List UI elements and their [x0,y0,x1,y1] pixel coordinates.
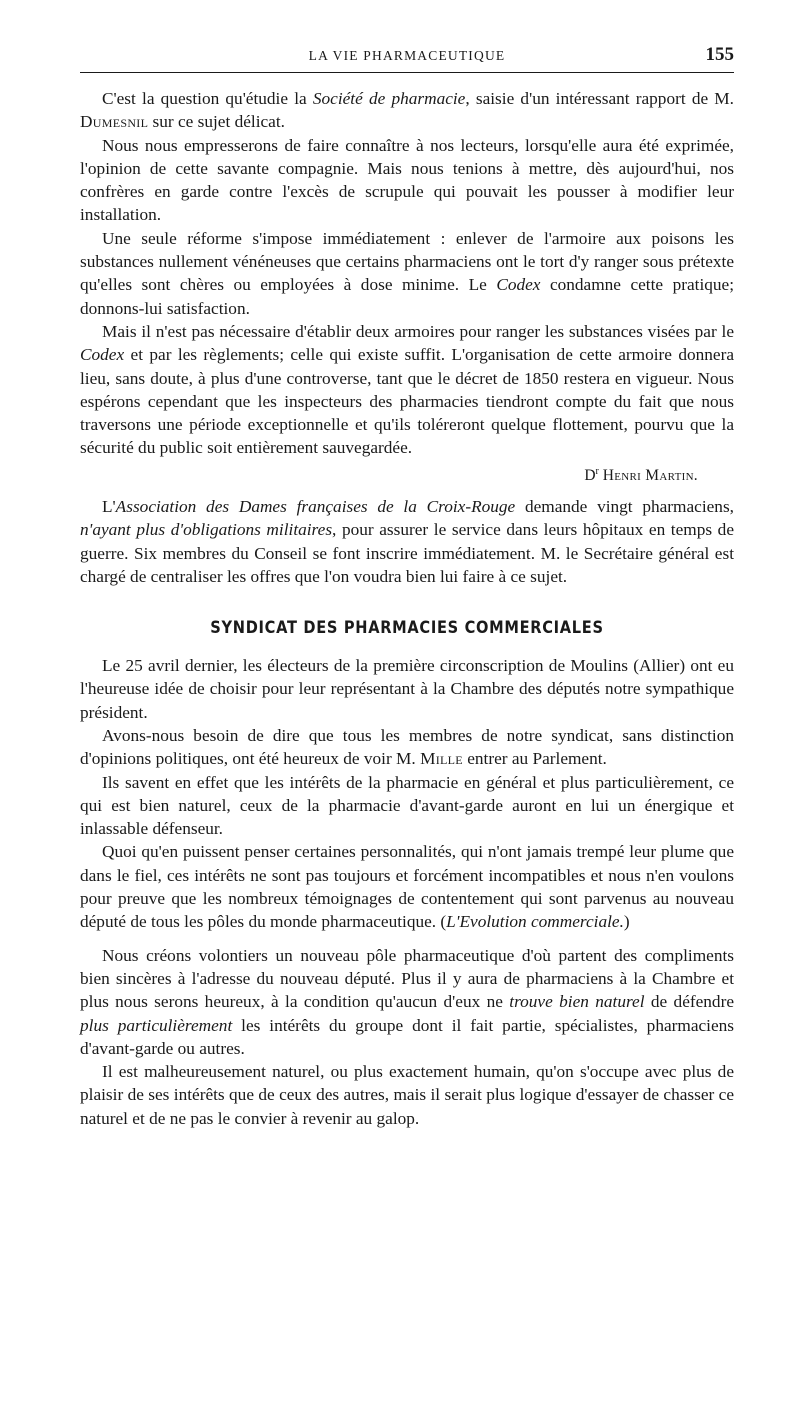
text-run: Avons-nous besoin de dire que tous les membres de notre syndicat, sans distinction d'opinions politiques, ont été heureux de voir M. [80,725,734,769]
text-run: ) [623,912,630,932]
italic-text: L'Evolution commerciale. [446,912,624,932]
text-run: Mais il n'est pas nécessaire d'établir deux armoires pour ranger les substances visées par le [102,321,734,341]
signature-prefix: D [584,466,596,484]
text-run: Nous créons volontiers un nouveau pôle pharmaceutique d'où partent des compliments bien sincères à l'adresse du nouveau député. Plus il y aura de pharmaciens à la Chambre et plus nous serons heureux, à la condition qu'aucun d'eux ne [80,945,734,1012]
paragraph: Nous nous empresserons de faire connaître à nos lecteurs, lorsqu'elle aura été exprimée, l'opinion de cette savante compagnie. Mais nous tenions à mettre, dès aujourd'hui, nos confrères en garde contre l'excès de scrupule qui pouvait les pousser à modifier leur installation. [80,135,734,225]
paragraph [80,944,734,1060]
paragraph: Le 25 avril dernier, les électeurs de la première circonscription de Moulins (Allier) ont eu l'heureuse idée de choisir pour leur représentant à la Chambre des députés notre sympathique président. [80,656,734,722]
article-syndicat [80,654,734,1130]
paragraph-gap [80,934,734,944]
text-run: condamne cette pratique; donnons-lui satisfaction. [80,275,734,318]
paragraph [80,724,734,771]
italic-text: trouve bien naturel [509,992,645,1012]
italic-text: Codex [80,345,125,365]
paragraph: Ils savent en effet que les intérêts de la pharmacie en général et plus particulièrement, ce qui est bien naturel, ceux de la pharmacie d'avant-garde auront en lui un énergique et inlassable défenseur. [80,772,734,839]
text-run: demande vingt pharmaciens, [515,496,734,516]
text-run: sur ce sujet délicat. [148,112,285,132]
running-title: LA VIE PHARMACEUTIQUE [308,48,506,63]
text-run: les intérêts du groupe dont il fait partie, spécialistes, pharmaciens d'avant-garde ou autres. [80,1015,734,1058]
paragraph [80,227,734,320]
text-run: C'est la question qu'étudie la [102,89,313,108]
paragraph: Il est malheureusement naturel, ou plus exactement humain, qu'on s'occupe avec plus de plaisir de ses intérêts que de ceux des autres, mais il serait plus logique d'essayer de chasser ce naturel et de ne pas le convier à revenir au galop. [80,1062,734,1128]
italic-text: plus particulièrement [80,1015,233,1035]
italic-text: Société de pharmacie [312,89,466,108]
page-header [80,44,734,73]
article-croix-rouge [80,495,734,588]
text-run: Quoi qu'en puissent penser certaines personnalités, qui n'ont jamais trempé leur plume que dans le fiel, ces intérêts ne sont pas toujours et forcément incompatibles et nous n'en voulons pour preuve que les nombreux témoignages de contentement qui sont parvenus au nouveau député de tous les pôles du monde pharmaceutique. ( [80,842,734,932]
text-run: L' [102,496,116,516]
italic-text: Codex [496,275,541,295]
person-name: Mille [420,749,463,769]
paragraph [80,840,734,933]
text-run: et par les règlements; celle qui existe suffit. L'organisation de cette armoire donnera lieu, sans doute, à plus d'une controverse, tant que le décret de 1850 restera en vigueur. Nous espérons cependant que les inspecteurs des pharmacies tiendront compte du fait que nous traversons une période exceptionnelle et qu'ils toléreront quelque flottement, pourvu que la sécurité du public soit entièrement sauvegardée. [80,345,734,458]
text-run: de défendre [644,992,734,1012]
document-page [80,44,734,1130]
italic-text: n'ayant plus d'obligations militaires [80,520,333,540]
text-run: , pour assurer le service dans leurs hôpitaux en temps de guerre. Six membres du Conseil se font inscrire immédiatement. M. le Secrétaire général est chargé de centraliser les offres que l'on voudra bien lui faire à ce sujet. [80,520,734,586]
signature [80,460,734,487]
paragraph [80,320,734,460]
section-title: SYNDICAT DES PHARMACIES COMMERCIALES [210,618,604,639]
author-name: Dumesnil [80,112,149,132]
page-number: 155 [705,44,734,65]
italic-text: Association des Dames françaises de la Croix-Rouge [115,496,516,516]
signature-name: Henri Martin. [602,466,698,484]
article-armoire-poisons [80,87,734,487]
text-run: Une seule réforme s'impose immédiatement : enlever de l'armoire aux poisons les substances nullement vénéneuses que certains pharmaciens ont le tort d'y ranger sous prétexte qu'elles sont chères ou employées à dose minime. Le [80,228,734,295]
signature-sup: r [595,465,599,477]
text-run: , saisie d'un intéressant rapport de M. [465,89,734,108]
paragraph [80,87,734,134]
text-run: entrer au Parlement. [462,749,607,769]
paragraph [80,495,734,588]
